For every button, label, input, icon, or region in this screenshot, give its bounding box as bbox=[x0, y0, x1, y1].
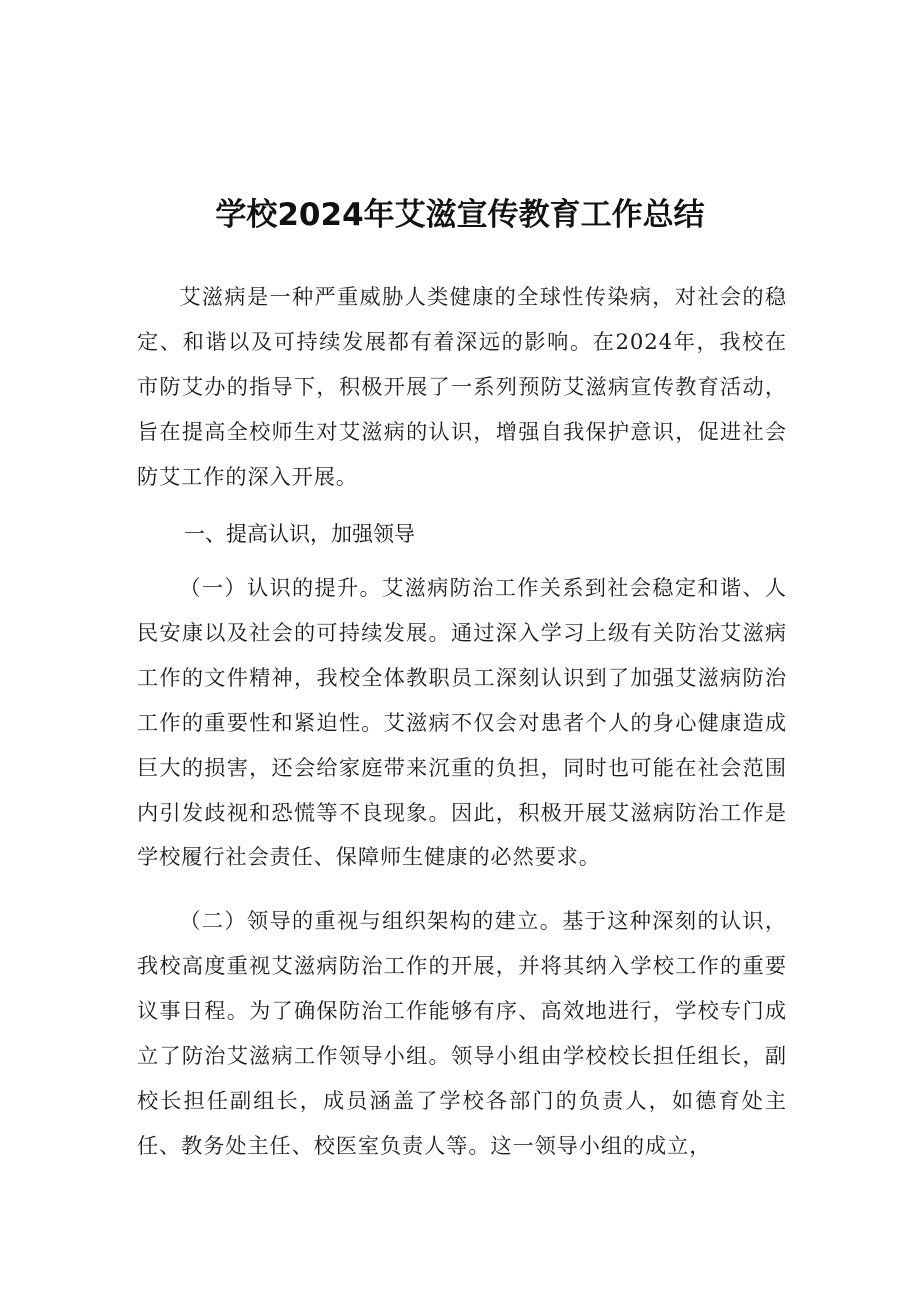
intro-paragraph: 艾滋病是一种严重威胁人类健康的全球性传染病，对社会的稳定、和谐以及可持续发展都有着深远的影响。在2024年，我校在市防艾办的指导下，积极开展了一系列预防艾滋病宣传教育活动，旨在提高全校师生对艾滋病的认识，增强自我保护意识，促进社会防艾工作的深入开展。 bbox=[137, 284, 787, 489]
subsection-paragraph-2: （二）领导的重视与组织架构的建立。基于这种深刻的认识，我校高度重视艾滋病防治工作的开展，并将其纳入学校工作的重要议事日程。为了确保防治工作能够有序、高效地进行，学校专门成立了防治艾滋病工作领导小组。领导小组由学校校长担任组长，副校长担任副组长，成员涵盖了学校各部门的负责人，如德育处主任、教务处主任、校医室负责人等。这一领导小组的成立， bbox=[137, 908, 787, 1158]
subsection-paragraph-1: （一）认识的提升。艾滋病防治工作关系到社会稳定和谐、人民安康以及社会的可持续发展。通过深入学习上级有关防治艾滋病工作的文件精神，我校全体教职员工深刻认识到了加强艾滋病防治工作的重要性和紧迫性。艾滋病不仅会对患者个人的身心健康造成巨大的损害，还会给家庭带来沉重的负担，同时也可能在社会范围内引发歧视和恐慌等不良现象。因此，积极开展艾滋病防治工作是学校履行社会责任、保障师生健康的必然要求。 bbox=[137, 575, 787, 870]
page-title: 学校2024年艾滋宣传教育工作总结 bbox=[215, 196, 705, 233]
section-heading: 一、提高认识，加强领导 bbox=[184, 522, 415, 546]
